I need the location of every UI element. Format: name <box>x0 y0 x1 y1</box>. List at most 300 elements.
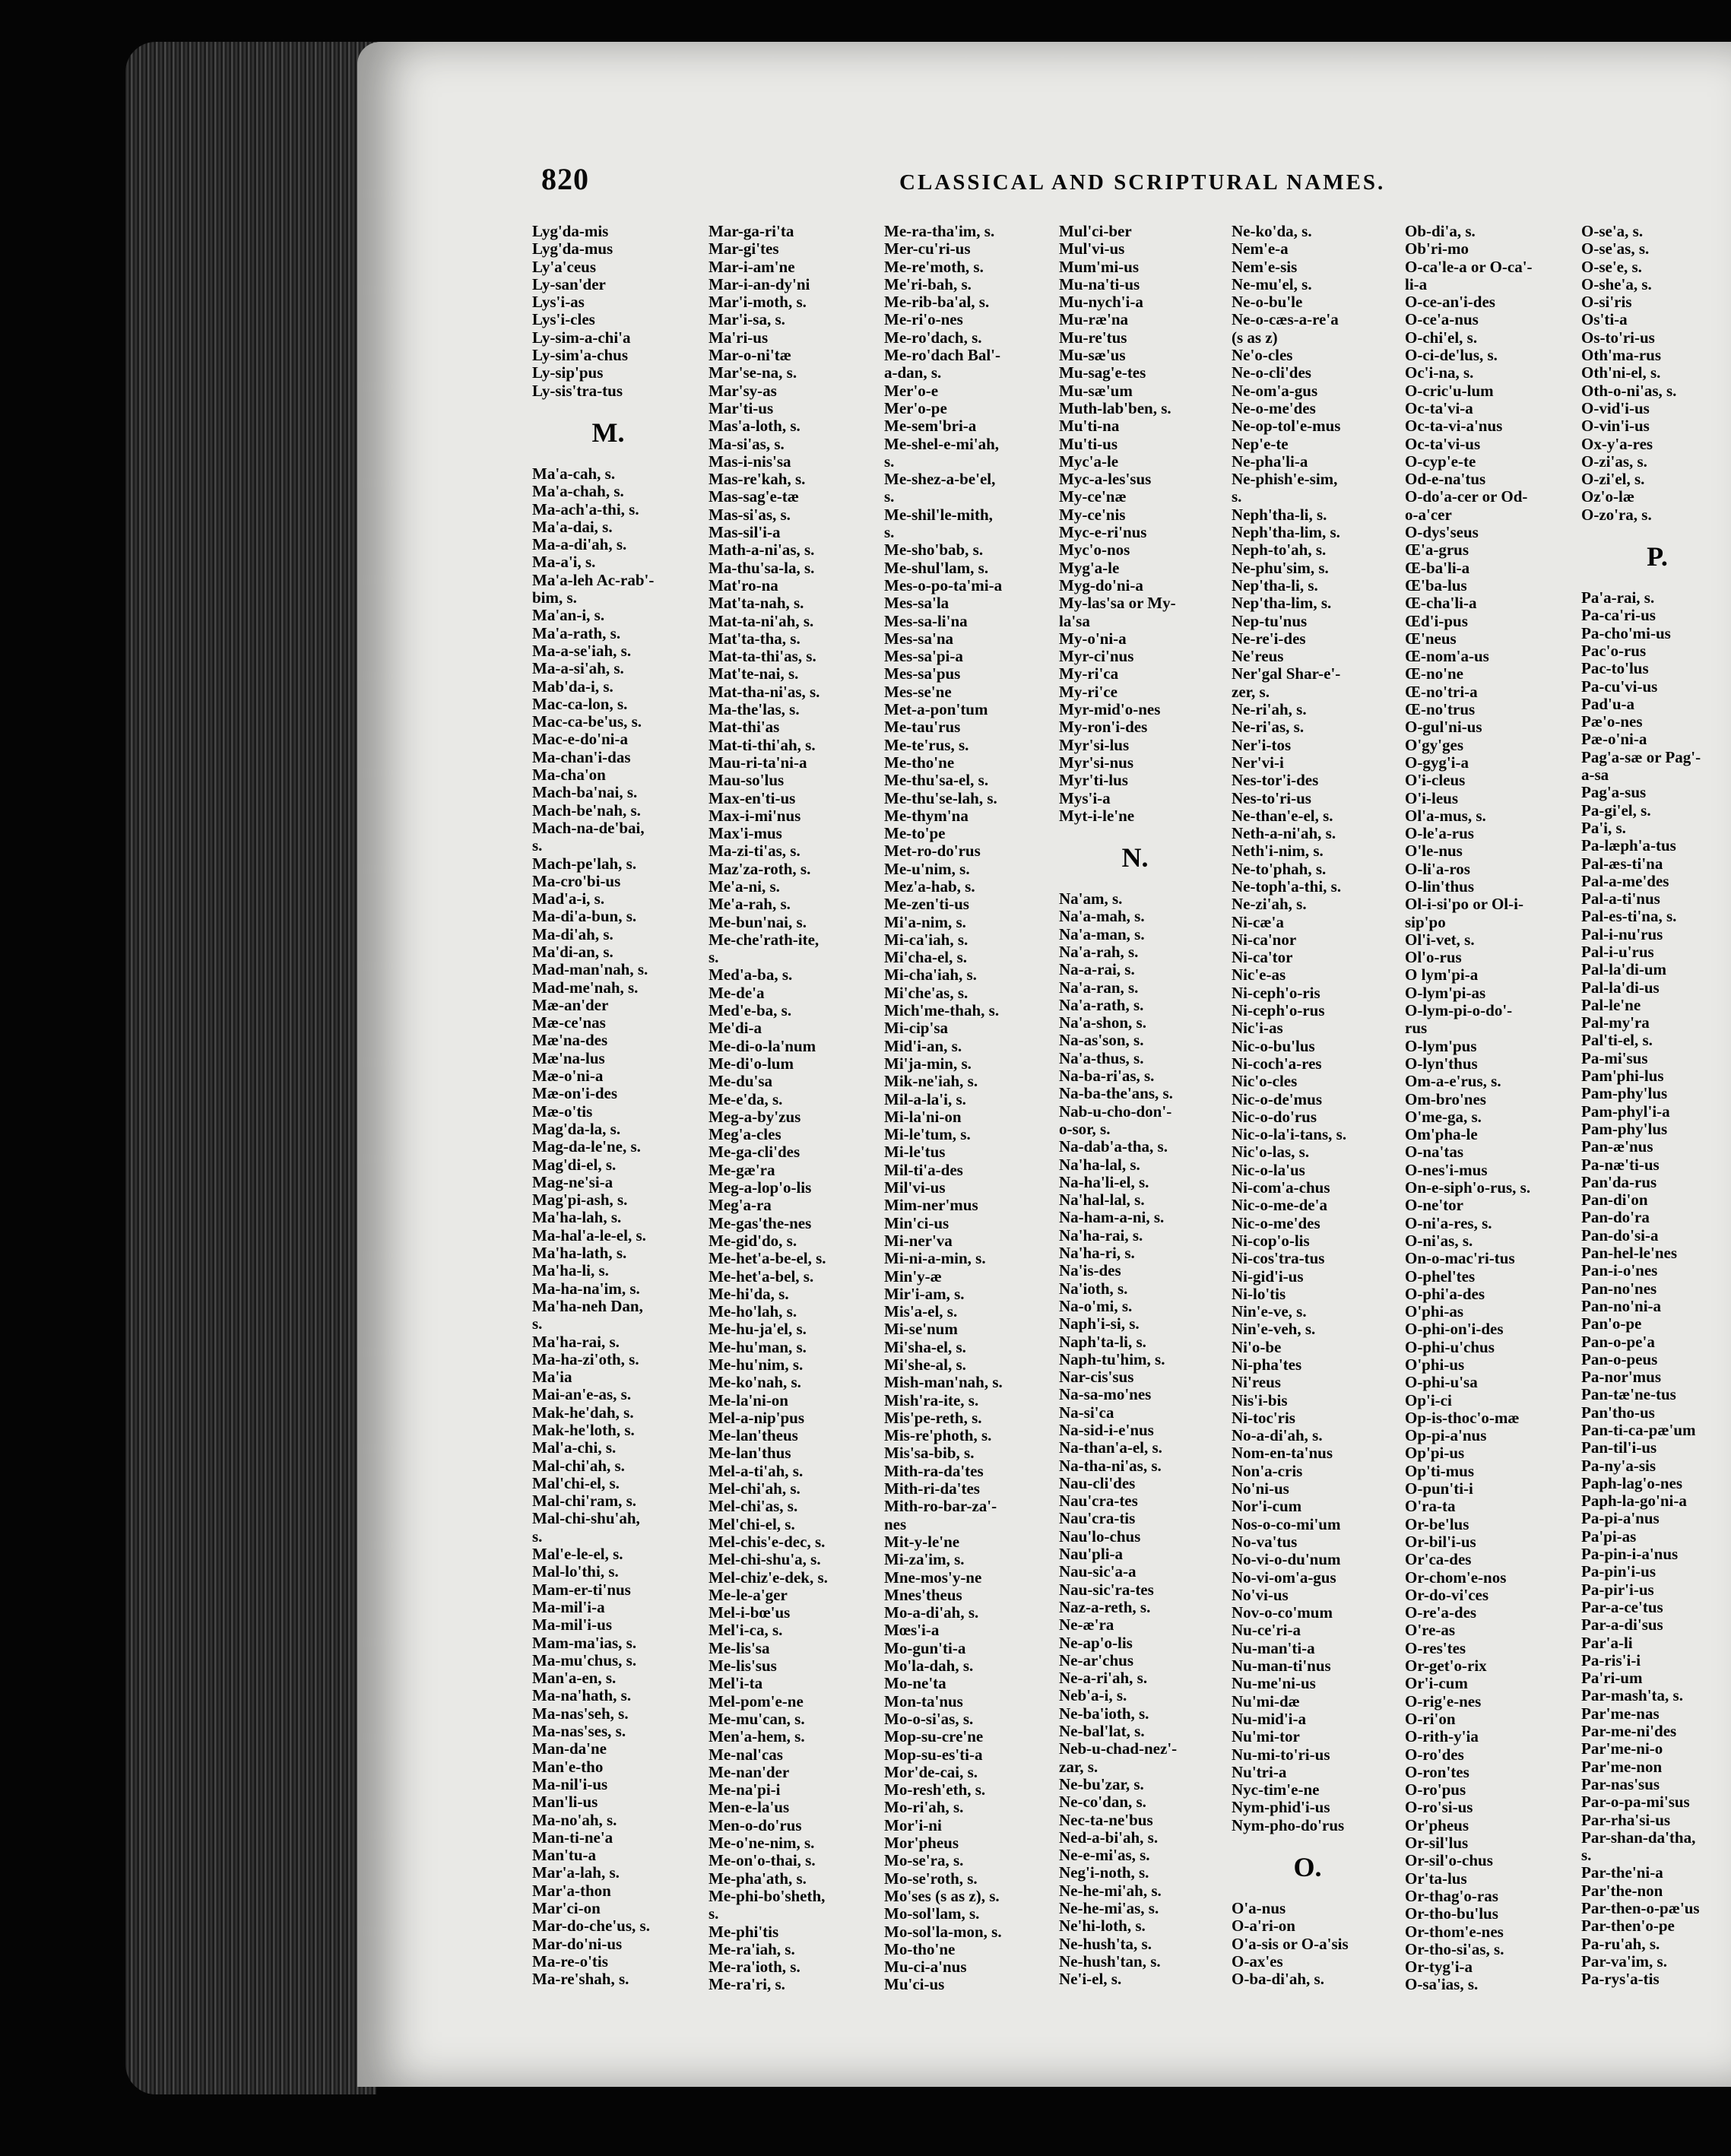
name-entry: Pal'ti-el, s. <box>1581 1031 1653 1050</box>
name-entry: O-pun'ti-i <box>1405 1479 1473 1498</box>
name-entry: O-a'ri-on <box>1232 1917 1295 1936</box>
name-entry: Pag'a-sus <box>1581 783 1647 802</box>
name-entry: Neb'a-i, s. <box>1059 1686 1127 1705</box>
name-entry: Me-bun'nai, s. <box>709 912 807 931</box>
name-entry: Mor'pheus <box>884 1834 959 1853</box>
name-entry: Mu-sæ'um <box>1059 381 1133 400</box>
name-entry: Ly-sim'a-chus <box>532 346 629 365</box>
name-entry: Pa-rys'a-tis <box>1581 1970 1660 1989</box>
name-entry: Par'the-non <box>1581 1881 1663 1900</box>
name-entry: Œ-no'ne <box>1405 664 1464 683</box>
name-column-4 <box>1059 223 1240 1989</box>
name-entry: Ne-om'a-gus <box>1232 381 1318 400</box>
name-entry: Ma-si'as, s. <box>709 434 785 453</box>
name-entry: Mis'a-el, s. <box>884 1302 958 1321</box>
name-entry: Nau'pli-a <box>1059 1545 1124 1564</box>
name-entry: Pan'da-rus <box>1581 1172 1657 1191</box>
name-entry: O-ro'pus <box>1405 1780 1466 1799</box>
name-entry: O-si'ris <box>1581 293 1632 312</box>
section-spacer <box>1232 1834 1412 1847</box>
name-entry: Paph-lag'o-nes <box>1581 1473 1683 1492</box>
name-entry: O-vid'i-us <box>1581 398 1650 417</box>
name-entry: Mes-sa'na <box>884 629 953 648</box>
name-entry: Me-ko'nah, s. <box>709 1373 801 1392</box>
name-entry: Ne-ri'as, s. <box>1232 718 1305 737</box>
name-entry: Os'ti-a <box>1581 310 1628 329</box>
name-entry: My-ce'næ <box>1059 487 1127 506</box>
name-entry: Par-a-ce'tus <box>1581 1597 1663 1616</box>
name-entry: Ne-e-mi'as, s. <box>1059 1846 1150 1865</box>
name-entry: Ne-hush'tan, s. <box>1059 1951 1161 1971</box>
name-entry: Naz-a-reth, s. <box>1059 1597 1151 1616</box>
section-spacer <box>532 400 713 412</box>
name-entry: Mel'chi-el, s. <box>709 1514 795 1533</box>
name-entry: O-ro'des <box>1405 1745 1464 1764</box>
name-entry: Nu-mid'i-a <box>1232 1709 1307 1728</box>
name-entry: Mis'pe-reth, s. <box>884 1408 982 1427</box>
name-entry: Pan'o-pe <box>1581 1314 1642 1333</box>
name-entry: Mac-ca-lon, s. <box>532 694 628 713</box>
name-entry: Ol'o-rus <box>1405 948 1462 967</box>
name-entry: Ned-a-bi'ah, s. <box>1059 1828 1159 1847</box>
name-entry: Œ-nom'a-us <box>1405 647 1489 666</box>
name-entry: Me-hu-ja'el, s. <box>709 1320 807 1339</box>
name-entry: Mi-ner'va <box>884 1231 953 1250</box>
name-entry: Ne-ri'ah, s. <box>1232 700 1307 719</box>
name-entry: Nu-man-ti'nus <box>1232 1657 1331 1676</box>
name-entry: Nu-man'ti-a <box>1232 1638 1315 1657</box>
name-entry: Nic-o-me-de'a <box>1232 1196 1327 1215</box>
name-entry: Na-ba-ri'as, s. <box>1059 1067 1155 1086</box>
name-entry: Na-ha'li-el, s. <box>1059 1172 1149 1191</box>
name-entry: Ma-ha-na'im, s. <box>532 1279 640 1298</box>
name-entry: Mas-si'as, s. <box>709 505 791 524</box>
name-entry: Myc'a-le <box>1059 452 1119 471</box>
name-entry: O'gy'ges <box>1405 735 1463 754</box>
name-entry: Œ'a-grus <box>1405 541 1469 560</box>
name-entry: s. <box>1232 487 1242 506</box>
name-entry: Ni-cos'tra-tus <box>1232 1249 1325 1268</box>
name-entry: Neth-a-ni'ah, s. <box>1232 824 1336 843</box>
name-entry: Na'a-thus, s. <box>1059 1048 1144 1067</box>
name-entry: Mel-chi'ah, s. <box>709 1479 801 1498</box>
name-entry: Om'pha-le <box>1405 1125 1478 1144</box>
name-entry: Nec-ta-ne'bus <box>1059 1810 1153 1829</box>
name-entry: Mi'a-nim, s. <box>884 912 966 931</box>
name-entry: Mez'a-hab, s. <box>884 877 975 896</box>
name-entry: Mag-ne'si-a <box>532 1172 613 1191</box>
name-entry: Mer'o-pe <box>884 398 947 417</box>
name-entry: Meg-a-lop'o-lis <box>709 1178 812 1197</box>
name-entry: Pan-ti-ca-pæ'um <box>1581 1421 1696 1439</box>
running-title: CLASSICAL AND SCRIPTURAL NAMES. <box>899 170 1386 195</box>
name-entry: Mel-i-bœ'us <box>709 1603 791 1622</box>
name-entry: My-ri'ca <box>1059 664 1119 683</box>
name-entry: Me-shel-e-mi'ah, <box>884 434 1000 453</box>
name-entry: Mi-ni-a-min, s. <box>884 1249 986 1268</box>
name-entry: Ne-ar'chus <box>1059 1650 1133 1669</box>
name-entry: Ni-ceph'o-ris <box>1232 983 1320 1002</box>
name-entry: Pa-læph'a-tus <box>1581 836 1676 855</box>
name-entry: Pan-o-pe'a <box>1581 1332 1655 1351</box>
name-entry: Me'di-a <box>709 1019 762 1038</box>
name-entry: o-sor, s. <box>1059 1119 1111 1138</box>
name-entry: Me-ra'ri, s. <box>709 1975 785 1994</box>
name-entry: Ne-æ'ra <box>1059 1615 1114 1634</box>
name-entry: Mat-ta-ni'ah, s. <box>709 611 814 630</box>
name-entry: Nis'i-bis <box>1232 1390 1288 1409</box>
name-entry: Mat'ta-tha, s. <box>709 629 801 648</box>
name-entry: Mat'te-nai, s. <box>709 664 799 683</box>
name-entry: O-na'tas <box>1405 1143 1464 1162</box>
name-entry: Mat-tha-ni'as, s. <box>709 682 820 701</box>
name-entry: O-chi'el, s. <box>1405 328 1478 347</box>
name-entry: Mer-cu'ri-us <box>884 239 971 258</box>
name-entry: Me-di-o-la'num <box>709 1036 816 1055</box>
name-entry: Ner'i-tos <box>1232 735 1292 754</box>
name-entry: Pam-phyl'i-a <box>1581 1102 1670 1121</box>
name-entry: Mu-ræ'na <box>1059 310 1128 329</box>
name-entry: Mel-chis'e-dec, s. <box>709 1532 826 1551</box>
section-spacer <box>532 453 713 465</box>
name-entry: Or-do-vi'ces <box>1405 1585 1489 1604</box>
name-entry: Mer'o-e <box>884 381 939 400</box>
name-entry: Or-bil'i-us <box>1405 1532 1476 1551</box>
name-entry: Myr'si-lus <box>1059 735 1130 754</box>
name-entry: Mes-sa-li'na <box>884 611 968 630</box>
name-entry: Pa-ru'ah, s. <box>1581 1934 1660 1953</box>
name-entry: No-va'tus <box>1232 1532 1298 1551</box>
name-entry: Pal-le'ne <box>1581 995 1641 1014</box>
name-entry: Mæ-ce'nas <box>532 1013 606 1032</box>
name-entry: Pa-mi'sus <box>1581 1048 1648 1067</box>
name-entry: Ma'a-leh Ac-rab'- <box>532 570 655 589</box>
name-entry: Or-thom'e-nes <box>1405 1922 1504 1941</box>
name-entry: Oth'ni-el, s. <box>1581 363 1661 382</box>
name-entry: Ma'ha-lah, s. <box>532 1208 622 1227</box>
name-entry: Nu-ce'ri-a <box>1232 1621 1301 1640</box>
name-entry: Or-get'o-rix <box>1405 1657 1487 1676</box>
name-entry: Lyg'da-mis <box>532 222 609 240</box>
name-entry: Mau-so'lus <box>709 771 785 790</box>
name-entry: Nin'e-veh, s. <box>1232 1320 1316 1339</box>
name-entry: Na-sid-i-e'nus <box>1059 1421 1154 1439</box>
name-entry: Par-rha'si-us <box>1581 1810 1671 1829</box>
name-entry: Me-het'a-be-el, s. <box>709 1249 826 1268</box>
name-entry: Œ-no'tri-a <box>1405 682 1478 701</box>
name-entry: Mis'sa-bib, s. <box>884 1444 975 1463</box>
name-entry: Ma'a-rath, s. <box>532 623 621 642</box>
name-entry: Med'a-ba, s. <box>709 965 793 984</box>
name-entry: Nor'i-cum <box>1232 1497 1302 1516</box>
name-entry: (s as z) <box>1232 328 1278 347</box>
name-entry: Mu-sag'e-tes <box>1059 363 1146 382</box>
name-entry: Me-ro'dach, s. <box>884 328 982 347</box>
name-entry: Mil'vi-us <box>884 1178 946 1197</box>
name-entry: My-ce'nis <box>1059 505 1126 524</box>
name-entry: Ly-san'der <box>532 274 606 293</box>
name-entry: Ne-he-mi'ah, s. <box>1059 1881 1162 1900</box>
name-entry: Muth-lab'ben, s. <box>1059 398 1171 417</box>
name-entry: Mar-i-an-dy'ni <box>709 274 810 293</box>
name-entry: Mi'che'as, s. <box>884 983 969 1002</box>
name-entry: Mak-he'dah, s. <box>532 1403 634 1422</box>
name-entry: Nu'mi-tor <box>1232 1727 1300 1746</box>
name-entry: Mil-a-la'i, s. <box>884 1089 966 1108</box>
name-entry: Na'a-man, s. <box>1059 924 1145 943</box>
name-entry: Neph-to'ah, s. <box>1232 541 1327 560</box>
name-entry: s. <box>709 1904 719 1923</box>
name-entry: Mach-be'nah, s. <box>532 801 641 820</box>
name-entry: Pa-ris'i-i <box>1581 1650 1641 1669</box>
name-entry: Mes-sa'pi-a <box>884 647 963 666</box>
name-entry: Mi-le'tus <box>884 1143 946 1162</box>
name-entry: Nin'e-ve, s. <box>1232 1302 1307 1321</box>
name-entry: Pac'o-rus <box>1581 641 1647 660</box>
name-entry: Mœs'i-a <box>884 1621 940 1640</box>
name-entry: O-re'a-des <box>1405 1603 1477 1622</box>
name-entry: Me-du'sa <box>709 1072 772 1091</box>
name-entry: Mo-resh'eth, s. <box>884 1780 986 1799</box>
name-entry: Mo-sol'la-mon, s. <box>884 1922 1002 1941</box>
name-entry: Par-va'im, s. <box>1581 1951 1667 1971</box>
name-entry: Maz'za-roth, s. <box>709 859 811 878</box>
name-entry: Ni-pha'tes <box>1232 1355 1302 1374</box>
name-entry: Nyc-tim'e-ne <box>1232 1780 1320 1799</box>
name-entry: Myc-a-les'sus <box>1059 470 1152 489</box>
name-entry: My-las'sa or My- <box>1059 594 1176 613</box>
name-entry: O-cyp'e-te <box>1405 452 1476 471</box>
name-entry: Pa-næ'ti-us <box>1581 1155 1660 1174</box>
name-entry: Na'a-shon, s. <box>1059 1013 1146 1032</box>
name-entry: Mish-man'nah, s. <box>884 1373 1003 1392</box>
name-entry: Me'ri-bah, s. <box>884 274 972 293</box>
name-entry: Mo-se'ra, s. <box>884 1851 964 1870</box>
name-entry: Pal-æs-ti'na <box>1581 854 1663 873</box>
name-entry: Ma-ha-zi'oth, s. <box>532 1349 639 1368</box>
name-entry: Pal-i-nu'rus <box>1581 924 1663 943</box>
name-entry: Me-che'rath-ite, <box>709 930 820 949</box>
name-entry: Ni-coch'a-res <box>1232 1054 1322 1073</box>
name-entry: Me-zen'ti-us <box>884 895 969 914</box>
name-entry: Mat-thi'as <box>709 718 780 737</box>
name-entry: Mar'i-moth, s. <box>709 293 807 312</box>
name-entry: O-lin'thus <box>1405 877 1475 896</box>
name-entry: Pa-pir'i-us <box>1581 1580 1654 1599</box>
name-entry: Ne'reus <box>1232 647 1284 666</box>
name-entry: Mal-lo'thi, s. <box>532 1562 619 1581</box>
name-entry: Nic-o-de'mus <box>1232 1089 1322 1108</box>
name-entry: O-li'a-ros <box>1405 859 1470 878</box>
name-entry: O-sa'ias, s. <box>1405 1975 1479 1994</box>
name-entry: Op-is-thoc'o-mæ <box>1405 1408 1520 1427</box>
name-entry: Min'y-æ <box>884 1267 942 1286</box>
name-entry: Mel-pom'e-ne <box>709 1692 804 1711</box>
name-entry: Ni-lo'tis <box>1232 1284 1286 1303</box>
name-entry: Nau'lo-chus <box>1059 1527 1141 1546</box>
name-entry: Pa-gi'el, s. <box>1581 801 1651 820</box>
name-entry: Ner'vi-i <box>1232 753 1284 772</box>
name-entry: Mæ-o'ni-a <box>532 1067 604 1086</box>
name-entry: Ma-chan'i-das <box>532 747 631 766</box>
name-entry: Ne-o-cli'des <box>1232 363 1311 382</box>
name-entry: Myg'a-le <box>1059 558 1120 577</box>
name-entry: a-sa <box>1581 766 1609 785</box>
name-entry: Par'a-li <box>1581 1633 1633 1652</box>
name-entry: Pam-phy'lus <box>1581 1084 1668 1103</box>
name-entry: Ma'an-i, s. <box>532 606 605 625</box>
name-entry: O-lym'pus <box>1405 1036 1477 1055</box>
name-entry: Me-ro'dach Bal'- <box>884 346 1001 365</box>
name-entry: Ni-cæ'a <box>1232 912 1284 931</box>
name-entry: Na'is-des <box>1059 1261 1121 1280</box>
name-entry: O lym'pi-a <box>1405 965 1479 984</box>
name-entry: Mith-ra-da'tes <box>884 1461 984 1480</box>
name-entry: Nep'e-te <box>1232 434 1289 453</box>
name-entry: Ni-gid'i-us <box>1232 1267 1304 1286</box>
name-entry: Pan-do'si-a <box>1581 1225 1659 1244</box>
name-entry: Pan-no'nes <box>1581 1279 1657 1298</box>
name-entry: Me-ga-cli'des <box>709 1143 801 1162</box>
name-entry: On-o-mac'ri-tus <box>1405 1249 1515 1268</box>
name-entry: Mat'ta-nah, s. <box>709 594 804 613</box>
name-entry: Na-tha-ni'as, s. <box>1059 1456 1162 1475</box>
name-entry: Or-thag'o-ras <box>1405 1886 1498 1905</box>
name-entry: O-ni'as, s. <box>1405 1231 1473 1250</box>
name-entry: O-rith-y'ia <box>1405 1727 1479 1746</box>
name-entry: Pæ-o'ni-a <box>1581 730 1647 749</box>
name-entry: Ne-bu'zar, s. <box>1059 1774 1144 1793</box>
name-entry: O'a-nus <box>1232 1899 1286 1918</box>
name-entry: Mi-se'num <box>884 1320 958 1339</box>
name-entry: Œ-no'trus <box>1405 700 1476 719</box>
name-entry: Ma'ri-us <box>709 328 769 347</box>
letter-section-heading: O. <box>1293 1852 1322 1883</box>
name-entry: Nep'tha-li, s. <box>1232 575 1318 594</box>
name-column-2 <box>709 223 889 1994</box>
name-entry: Mach-pe'lah, s. <box>532 854 637 873</box>
name-entry: O-gyg'i-a <box>1405 753 1469 772</box>
name-entry: Mi'cha-el, s. <box>884 948 968 967</box>
section-spacer <box>1059 825 1240 837</box>
name-entry: Ne'i-el, s. <box>1059 1970 1122 1989</box>
name-entry: Mor'de-cai, s. <box>884 1762 978 1781</box>
name-entry: Mel-chiz'e-dek, s. <box>709 1568 828 1587</box>
name-entry: Œd'i-pus <box>1405 611 1468 630</box>
name-entry: Or-tho-bu'lus <box>1405 1904 1498 1923</box>
name-entry: Me-hi'da, s. <box>709 1284 789 1303</box>
name-entry: Met-a-pon'tum <box>884 700 988 719</box>
name-entry: Mel'i-ta <box>709 1674 763 1693</box>
name-entry: Pag'a-sæ or Pag'- <box>1581 747 1701 766</box>
name-entry: Me-de'a <box>709 983 765 1002</box>
name-entry: Oc-ta'vi-us <box>1405 434 1481 453</box>
name-entry: O-ce-an'i-des <box>1405 293 1495 312</box>
name-entry: Me-nan'der <box>709 1762 790 1781</box>
name-entry: O-ron'tes <box>1405 1762 1469 1781</box>
name-entry: Or-be'lus <box>1405 1514 1469 1533</box>
name-entry: Met-ro-do'rus <box>884 842 981 861</box>
name-entry: s. <box>532 1314 543 1333</box>
name-entry: Mi'ja-min, s. <box>884 1054 972 1073</box>
name-entry: My-o'ni-a <box>1059 629 1127 648</box>
name-entry: Mag-da-le'ne, s. <box>532 1137 641 1156</box>
name-entry: Mar-do'ni-us <box>532 1934 623 1953</box>
name-column-7 <box>1581 223 1731 1989</box>
name-entry: Ly-sis'tra-tus <box>532 381 623 400</box>
name-entry: Mo-gun'ti-a <box>884 1638 966 1657</box>
name-entry: Ne-phu'sim, s. <box>1232 558 1329 577</box>
name-entry: Mit-y-le'ne <box>884 1532 960 1551</box>
name-entry: Nic'e-as <box>1232 965 1286 984</box>
name-entry: Ma-na'hath, s. <box>532 1686 632 1705</box>
name-entry: Ma-the'las, s. <box>709 700 800 719</box>
name-entry: Paph-la-go'ni-a <box>1581 1492 1687 1511</box>
name-entry: Me-lan'thus <box>709 1444 791 1463</box>
name-entry: Mam-ma'ias, s. <box>532 1633 637 1652</box>
name-entry: Od-e-na'tus <box>1405 470 1486 489</box>
name-entry: Na-as'son, s. <box>1059 1031 1144 1050</box>
name-entry: Mæ-o'tis <box>532 1102 593 1121</box>
name-entry: Pan-hel-le'nes <box>1581 1244 1677 1263</box>
name-entry: O-se'as, s. <box>1581 239 1650 258</box>
name-entry: s. <box>884 487 895 506</box>
name-entry: O'i-leus <box>1405 788 1459 807</box>
name-entry: Me-ra'iah, s. <box>709 1939 795 1958</box>
name-entry: Me-het'a-bel, s. <box>709 1267 814 1286</box>
name-entry: Nic-o-do'rus <box>1232 1107 1317 1126</box>
name-entry: Meg'a-cles <box>709 1125 781 1144</box>
name-entry: Pam'phi-lus <box>1581 1067 1664 1086</box>
name-entry: la'sa <box>1059 611 1090 630</box>
name-entry: Me-rib-ba'al, s. <box>884 293 990 312</box>
name-entry: Na'a-mah, s. <box>1059 907 1145 926</box>
name-entry: Na'ioth, s. <box>1059 1279 1128 1298</box>
name-entry: Pa-cu'vi-us <box>1581 677 1658 696</box>
name-entry: Mab'da-i, s. <box>532 677 613 696</box>
name-entry: Mel-a-nip'pus <box>709 1408 805 1427</box>
name-entry: Na'ha-lal, s. <box>1059 1155 1140 1174</box>
name-entry: a-dan, s. <box>884 363 942 382</box>
name-entry: Oz'o-læ <box>1581 487 1634 506</box>
name-entry: Pa-cho'mi-us <box>1581 623 1671 642</box>
name-entry: Ly'a'ceus <box>532 257 597 276</box>
name-entry: Lys'i-cles <box>532 310 595 329</box>
name-entry: O'a-sis or O-a'sis <box>1232 1934 1349 1953</box>
name-entry: Mar-i-am'ne <box>709 257 795 276</box>
name-entry: Na-dab'a-tha, s. <box>1059 1137 1168 1156</box>
name-entry: Meg-a-by'zus <box>709 1107 801 1126</box>
name-entry: Ne-mu'el, s. <box>1232 274 1312 293</box>
name-entry: li-a <box>1405 274 1428 293</box>
name-entry: Pal-es-ti'na, s. <box>1581 907 1677 926</box>
name-entry: Man-da'ne <box>532 1739 607 1758</box>
name-entry: Œ-cha'li-a <box>1405 594 1477 613</box>
name-entry: Op-pi-a'nus <box>1405 1426 1487 1445</box>
name-entry: Par'me-ni-o <box>1581 1739 1663 1758</box>
name-entry: Ma-mu'chus, s. <box>532 1650 637 1669</box>
name-entry: Nau-cli'des <box>1059 1473 1136 1492</box>
name-entry: Mith-ro-bar-za'- <box>884 1497 997 1516</box>
name-entry: Op'i-ci <box>1405 1390 1452 1409</box>
name-entry: Na'a-rath, s. <box>1059 995 1144 1014</box>
name-entry: Mal'e-le-el, s. <box>532 1545 623 1564</box>
name-entry: O-zi'el, s. <box>1581 470 1645 489</box>
name-entry: O-res'tes <box>1405 1638 1466 1657</box>
name-entry: Ma-re-o'tis <box>532 1951 608 1971</box>
name-entry: Mach-na-de'bai, <box>532 818 645 837</box>
name-entry: Or-sil'lus <box>1405 1834 1469 1853</box>
